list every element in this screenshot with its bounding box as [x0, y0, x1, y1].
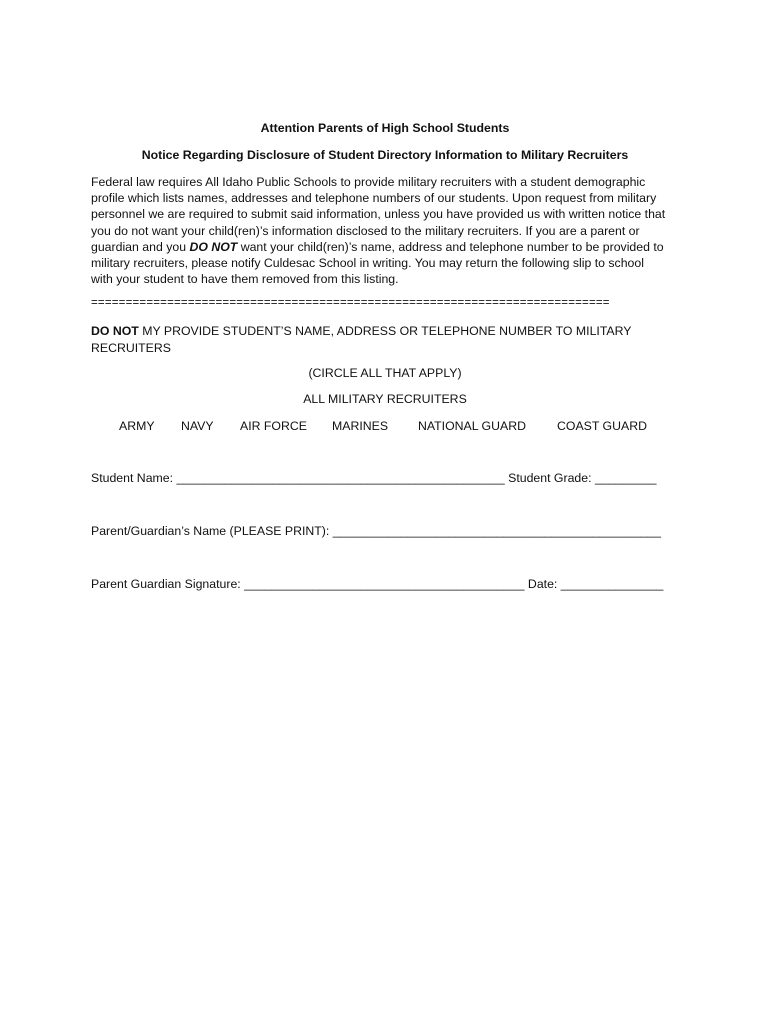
- separator-line: ===========================================================================: [91, 297, 610, 309]
- opt-out-statement: [91, 323, 681, 356]
- paragraph-line: Federal law requires All Idaho Public Schools to provide military recruiters with a student demographic: [91, 175, 646, 189]
- option-marines[interactable]: MARINES: [332, 419, 389, 433]
- paragraph-fragment: want your child(ren)’s name, address and telephone number to be provided to: [237, 239, 664, 254]
- option-national-guard[interactable]: NATIONAL GUARD: [418, 419, 526, 433]
- document-title: Attention Parents of High School Students: [260, 121, 510, 135]
- emphasis-do-not: DO NOT: [189, 239, 238, 254]
- signature-date-field[interactable]: Parent Guardian Signature: _________________________________________ Date: _______________: [91, 577, 664, 591]
- opt-out-emphasis: DO NOT: [91, 324, 139, 338]
- paragraph-line: profile which lists names, addresses and telephone numbers of our students. Upon request from military: [91, 191, 657, 206]
- circle-instruction: (CIRCLE ALL THAT APPLY): [308, 366, 462, 380]
- paragraph-line: military recruiters, please notify Culdesac School in writing. You may return the following slip to school: [91, 256, 644, 271]
- paragraph-line-with-emphasis: [91, 239, 685, 255]
- option-army[interactable]: ARMY: [119, 419, 155, 433]
- option-navy[interactable]: NAVY: [181, 419, 214, 433]
- opt-out-text: MY PROVIDE STUDENT’S NAME, ADDRESS OR TELEPHONE NUMBER TO MILITARY: [138, 324, 632, 338]
- branch-options: [0, 419, 770, 437]
- paragraph-fragment: guardian and you: [91, 239, 190, 254]
- parent-guardian-name-field[interactable]: Parent/Guardian’s Name (PLEASE PRINT): ________________________________________________: [91, 524, 661, 538]
- opt-out-line: RECRUITERS: [91, 340, 171, 355]
- option-all-military-recruiters[interactable]: ALL MILITARY RECRUITERS: [303, 392, 467, 406]
- option-coast-guard[interactable]: COAST GUARD: [557, 419, 647, 433]
- opt-out-line: [91, 323, 681, 340]
- paragraph-line: personnel we are required to submit said information, unless you have provided us with written notice that: [91, 207, 666, 222]
- paragraph-line: with your student to have them removed from this listing.: [91, 272, 399, 287]
- document-subtitle: Notice Regarding Disclosure of Student Directory Information to Military Recruiters: [141, 148, 629, 162]
- option-air-force[interactable]: AIR FORCE: [240, 419, 307, 433]
- student-name-grade-field[interactable]: Student Name: ________________________________________________ Student Grade: _________: [91, 471, 657, 485]
- paragraph-line: you do not want your child(ren)’s information disclosed to the military recruiters. If you are a parent or: [91, 223, 640, 238]
- notice-paragraph: [91, 174, 685, 287]
